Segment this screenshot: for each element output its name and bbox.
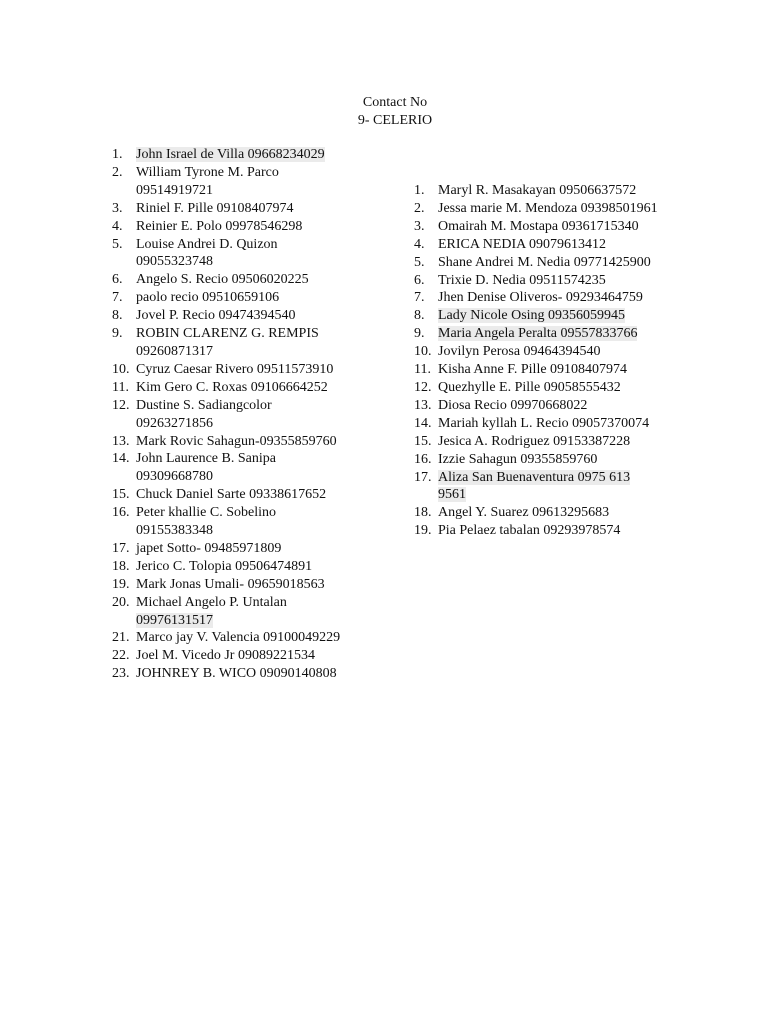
contact-item: [112, 200, 372, 218]
contact-item: [112, 540, 372, 558]
contact-entry: japet Sotto- 09485971809: [136, 540, 282, 556]
contact-entry-continuation: 09309668780: [136, 469, 213, 485]
item-number: 20.: [112, 594, 130, 610]
contact-item: [112, 433, 372, 451]
contact-item: [414, 522, 684, 540]
item-number: 4.: [112, 218, 123, 234]
contact-item: [112, 486, 372, 504]
contact-entry: [438, 325, 684, 343]
contact-entry-continuation: 09263271856: [136, 415, 213, 431]
contact-item: [414, 218, 684, 236]
item-number: 1.: [414, 183, 425, 198]
contact-entry: Jhen Denise Oliveros- 09293464759: [438, 290, 643, 306]
contact-item: [112, 289, 372, 307]
contact-entry-continuation: 09260871317: [136, 343, 213, 359]
contact-entry-continuation: 09155383348: [136, 523, 213, 539]
contact-item: [414, 200, 684, 218]
contact-entry-continuation: 09055323748: [136, 254, 213, 270]
section-heading: 9- CELERIO: [357, 113, 433, 128]
contact-item: [414, 307, 684, 325]
contact-item: [112, 218, 372, 236]
highlighted-text: Aliza San Buenaventura 0975 613: [438, 469, 631, 485]
contact-entry: ROBIN CLARENZ G. REMPIS: [136, 326, 319, 342]
contact-entry: Diosa Recio 09970668022: [438, 397, 588, 413]
item-number: 16.: [414, 451, 432, 467]
contact-entry: [438, 307, 684, 325]
highlighted-text: Maria Angela Peralta 09557833766: [438, 326, 638, 342]
contact-entry: JOHNREY B. WICO 09090140808: [136, 666, 337, 682]
item-number: 9.: [112, 326, 123, 342]
contact-entry: Angel Y. Suarez 09613295683: [438, 505, 610, 521]
item-number: 6.: [112, 272, 123, 288]
item-number: 15.: [414, 433, 432, 449]
contact-item: [414, 272, 684, 290]
contact-entry: Riniel F. Pille 09108407974: [136, 200, 294, 216]
contact-item: [112, 576, 372, 594]
contact-item: [414, 504, 684, 522]
contact-item: [112, 629, 372, 647]
item-number: 2.: [112, 164, 123, 180]
contact-entry: Jessa marie M. Mendoza 09398501961: [438, 200, 658, 216]
item-number: 22.: [112, 648, 130, 664]
contact-item: [112, 450, 372, 486]
item-number: 10.: [112, 361, 130, 377]
item-number: 7.: [112, 290, 123, 306]
contact-entry-continuation: 09514919721: [136, 182, 213, 198]
contact-item: [414, 361, 684, 379]
contact-entry: Mark Jonas Umali- 09659018563: [136, 576, 325, 592]
contact-item: [112, 397, 372, 433]
contact-entry: Jerico C. Tolopia 09506474891: [136, 558, 313, 574]
contact-item: [112, 379, 372, 397]
item-number: 5.: [112, 236, 123, 252]
contact-entry: Reinier E. Polo 09978546298: [136, 218, 303, 234]
item-number: 1.: [112, 147, 123, 162]
contact-entry: Chuck Daniel Sarte 09338617652: [136, 487, 327, 503]
contact-entry-continuation: [438, 486, 684, 504]
item-number: 4.: [414, 236, 425, 252]
contact-item: [112, 665, 372, 683]
highlighted-text: 9561: [438, 487, 466, 503]
contact-item: [112, 504, 372, 540]
item-number: 10.: [414, 344, 432, 360]
contact-entry: Izzie Sahagun 09355859760: [438, 451, 598, 467]
contact-entry: Trixie D. Nedia 09511574235: [438, 272, 606, 288]
contact-entry: Mariah kyllah L. Recio 09057370074: [438, 415, 650, 431]
item-number: 6.: [414, 272, 425, 288]
contact-item: [112, 271, 372, 289]
contact-entry: Angelo S. Recio 09506020225: [136, 272, 309, 288]
item-number: 16.: [112, 505, 130, 521]
contact-list-left: [112, 146, 372, 683]
contact-item: [414, 451, 684, 469]
item-number: 8.: [112, 308, 123, 324]
item-number: 8.: [414, 308, 425, 324]
item-number: 13.: [414, 397, 432, 413]
item-number: 18.: [112, 558, 130, 574]
contact-item: [112, 647, 372, 665]
contact-entry: Jesica A. Rodriguez 09153387228: [438, 433, 631, 449]
contact-entry: Maryl R. Masakayan 09506637572: [438, 183, 637, 198]
contact-item: [112, 164, 372, 200]
contact-entry: ERICA NEDIA 09079613412: [438, 236, 606, 252]
contact-item: [414, 289, 684, 307]
item-number: 18.: [414, 505, 432, 521]
contact-entry: [438, 469, 684, 487]
item-number: 21.: [112, 630, 130, 646]
contact-item: [112, 594, 372, 630]
item-number: 5.: [414, 254, 425, 270]
contact-item: [414, 397, 684, 415]
item-number: 17.: [112, 540, 130, 556]
contact-entry: William Tyrone M. Parco: [136, 164, 279, 180]
highlighted-text: Lady Nicole Osing 09356059945: [438, 308, 626, 324]
item-number: 14.: [414, 415, 432, 431]
contact-item: [414, 415, 684, 433]
contact-entry: Marco jay V. Valencia 09100049229: [136, 630, 341, 646]
item-number: 9.: [414, 326, 425, 342]
page-title: Contact No: [362, 95, 428, 110]
contact-entry: Quezhylle E. Pille 09058555432: [438, 379, 621, 395]
contact-entry: Pia Pelaez tabalan 09293978574: [438, 523, 621, 539]
contact-entry: [136, 146, 372, 164]
contact-item: [414, 379, 684, 397]
contact-entry-continuation: [136, 612, 372, 630]
contact-entry: Peter khallie C. Sobelino: [136, 505, 276, 521]
highlighted-text: 09976131517: [136, 612, 213, 628]
item-number: 23.: [112, 666, 130, 682]
contact-item: [112, 361, 372, 379]
contact-list-right: [414, 182, 684, 540]
contact-item: [112, 146, 372, 164]
contact-item: [112, 236, 372, 272]
item-number: 19.: [112, 576, 130, 592]
contact-item: [414, 433, 684, 451]
contact-entry: Kisha Anne F. Pille 09108407974: [438, 362, 628, 378]
item-number: 7.: [414, 290, 425, 306]
item-number: 3.: [414, 218, 425, 234]
contact-entry: Michael Angelo P. Untalan: [136, 594, 287, 610]
contact-entry: Louise Andrei D. Quizon: [136, 236, 278, 252]
contact-item: [112, 307, 372, 325]
contact-entry: Omairah M. Mostapa 09361715340: [438, 218, 639, 234]
contact-entry: Jovilyn Perosa 09464394540: [438, 344, 601, 360]
contact-item: [414, 325, 684, 343]
item-number: 12.: [112, 397, 130, 413]
item-number: 11.: [414, 362, 431, 378]
contact-entry: Shane Andrei M. Nedia 09771425900: [438, 254, 651, 270]
contact-entry: Jovel P. Recio 09474394540: [136, 308, 296, 324]
item-number: 17.: [414, 469, 432, 485]
contact-item: [414, 254, 684, 272]
contact-entry: Joel M. Vicedo Jr 09089221534: [136, 648, 315, 664]
item-number: 19.: [414, 523, 432, 539]
item-number: 15.: [112, 487, 130, 503]
contact-entry: Mark Rovic Sahagun-09355859760: [136, 433, 337, 449]
contact-entry: Dustine S. Sadiangcolor: [136, 397, 272, 413]
contact-item: [414, 469, 684, 505]
contact-entry: John Laurence B. Sanipa: [136, 451, 276, 467]
item-number: 12.: [414, 379, 432, 395]
contact-entry: Cyruz Caesar Rivero 09511573910: [136, 361, 334, 377]
item-number: 11.: [112, 379, 129, 395]
contact-item: [112, 558, 372, 576]
contact-item: [414, 343, 684, 361]
contact-item: [414, 236, 684, 254]
contact-item: [414, 182, 684, 200]
item-number: 3.: [112, 200, 123, 216]
item-number: 14.: [112, 451, 130, 467]
contact-entry: paolo recio 09510659106: [136, 290, 280, 306]
contact-item: [112, 325, 372, 361]
item-number: 13.: [112, 433, 130, 449]
highlighted-text: John Israel de Villa 09668234029: [136, 147, 325, 162]
item-number: 2.: [414, 200, 425, 216]
contact-entry: Kim Gero C. Roxas 09106664252: [136, 379, 328, 395]
